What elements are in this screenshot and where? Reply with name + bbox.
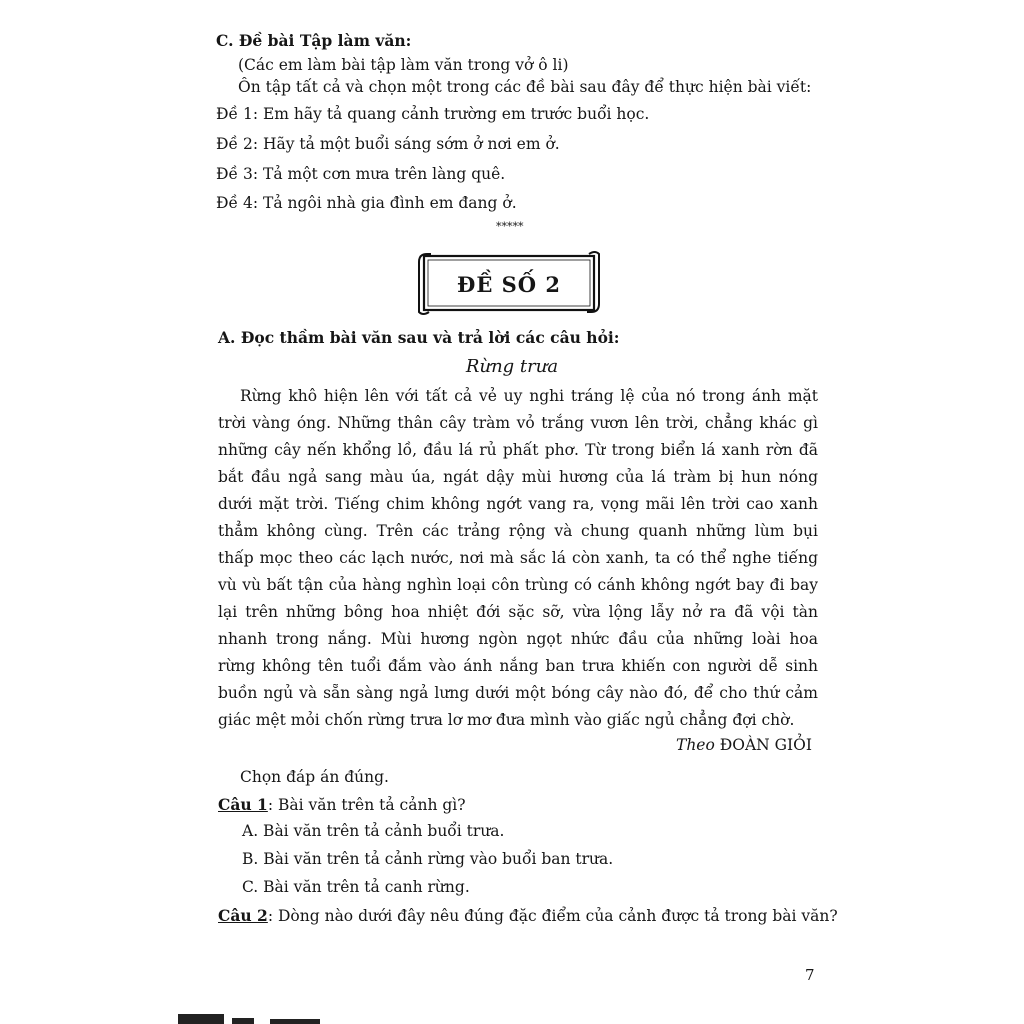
paragraph-line: bắt đầu ngả sang màu úa, ngát dậy mùi hương của lá tràm bị hun nóng — [218, 468, 818, 486]
section-c-heading: C. Đề bài Tập làm văn: — [216, 31, 412, 50]
scan-artifact — [270, 1019, 320, 1024]
paragraph-line: nhanh trong nắng. Mùi hương ngòn ngọt nhức đầu của những loài hoa — [218, 630, 818, 648]
exam-banner — [417, 250, 601, 316]
paragraph-line: rừng không tên tuổi đắm vào ánh nắng ban trưa khiến con người dễ sinh — [218, 657, 818, 675]
q1-option-b: B. Bài văn trên tả cảnh rừng vào buổi ban trưa. — [242, 850, 614, 868]
topic-4: Đề 4: Tả ngôi nhà gia đình em đang ở. — [216, 194, 517, 212]
paragraph-line: những cây nến khổng lồ, đầu lá rủ phất phơ. Từ trong biển lá xanh rờn đã — [218, 441, 818, 459]
paragraph-line: thẳm không cùng. Trên các trảng rộng và chung quanh những lùm bụi — [218, 522, 818, 540]
author-prefix: Theo — [675, 736, 715, 754]
author-credit — [676, 736, 812, 754]
section-a-heading: A. Đọc thầm bài văn sau và trả lời các câu hỏi: — [218, 328, 620, 347]
paragraph-line: thấp mọc theo các lạch nước, nơi mà sắc lá còn xanh, ta có thể nghe tiếng — [218, 549, 818, 567]
paragraph-line: lại trên những bông hoa nhiệt đới sặc sỡ, vừa lộng lẫy nở ra đã vội tàn — [218, 603, 818, 621]
question-2-label: Câu 2 — [218, 906, 268, 925]
banner-title: ĐỀ SỐ 2 — [456, 272, 562, 297]
topic-2: Đề 2: Hãy tả một buổi sáng sớm ở nơi em ở. — [216, 135, 560, 153]
q1-option-a: A. Bài văn trên tả cảnh buổi trưa. — [242, 822, 505, 840]
section-c-note: (Các em làm bài tập làm văn trong vở ô li) — [238, 56, 569, 74]
paragraph-line: dưới mặt trời. Tiếng chim không ngớt vang ra, vọng mãi lên trời cao xanh — [218, 495, 818, 513]
paragraph-line: vù vù bất tận của hàng nghìn loại côn trùng có cánh không ngớt bay đi bay — [218, 576, 818, 594]
topic-3: Đề 3: Tả một cơn mưa trên làng quê. — [216, 165, 506, 183]
page-number: 7 — [805, 966, 815, 984]
section-c-instruction: Ôn tập tất cả và chọn một trong các đề bài sau đây để thực hiện bài viết: — [238, 78, 812, 96]
question-1 — [218, 797, 466, 814]
paragraph-line: Rừng khô hiện lên với tất cả vẻ uy nghi tráng lệ của nó trong ánh mặt — [240, 387, 818, 405]
question-1-label: Câu 1 — [218, 795, 268, 814]
paragraph-line: giác mệt mỏi chốn rừng trưa lơ mơ đưa mình vào giấc ngủ chẳng đợi chờ. — [218, 711, 795, 729]
question-1-text: : Bài văn trên tả cảnh gì? — [267, 796, 466, 814]
topic-1: Đề 1: Em hãy tả quang cảnh trường em trước buổi học. — [216, 105, 650, 123]
story-title: Rừng trưa — [465, 356, 559, 377]
separator-stars: ***** — [496, 220, 524, 233]
paragraph-line: buồn ngủ và sẵn sàng ngả lưng dưới một bóng cây nào đó, để cho thứ cảm — [218, 684, 818, 702]
scan-artifact — [178, 1014, 224, 1024]
question-2-text: : Dòng nào dưới đây nêu đúng đặc điểm của cảnh được tả trong bài văn? — [267, 907, 838, 925]
scan-artifact — [232, 1018, 254, 1024]
q1-option-c: C. Bài văn trên tả canh rừng. — [242, 878, 470, 896]
question-2 — [218, 908, 838, 925]
author-name: ĐOÀN GIỎI — [719, 736, 812, 754]
choose-prompt: Chọn đáp án đúng. — [240, 768, 389, 786]
paragraph-line: trời vàng óng. Những thân cây tràm vỏ trắng vươn lên trời, chẳng khác gì — [218, 414, 818, 432]
